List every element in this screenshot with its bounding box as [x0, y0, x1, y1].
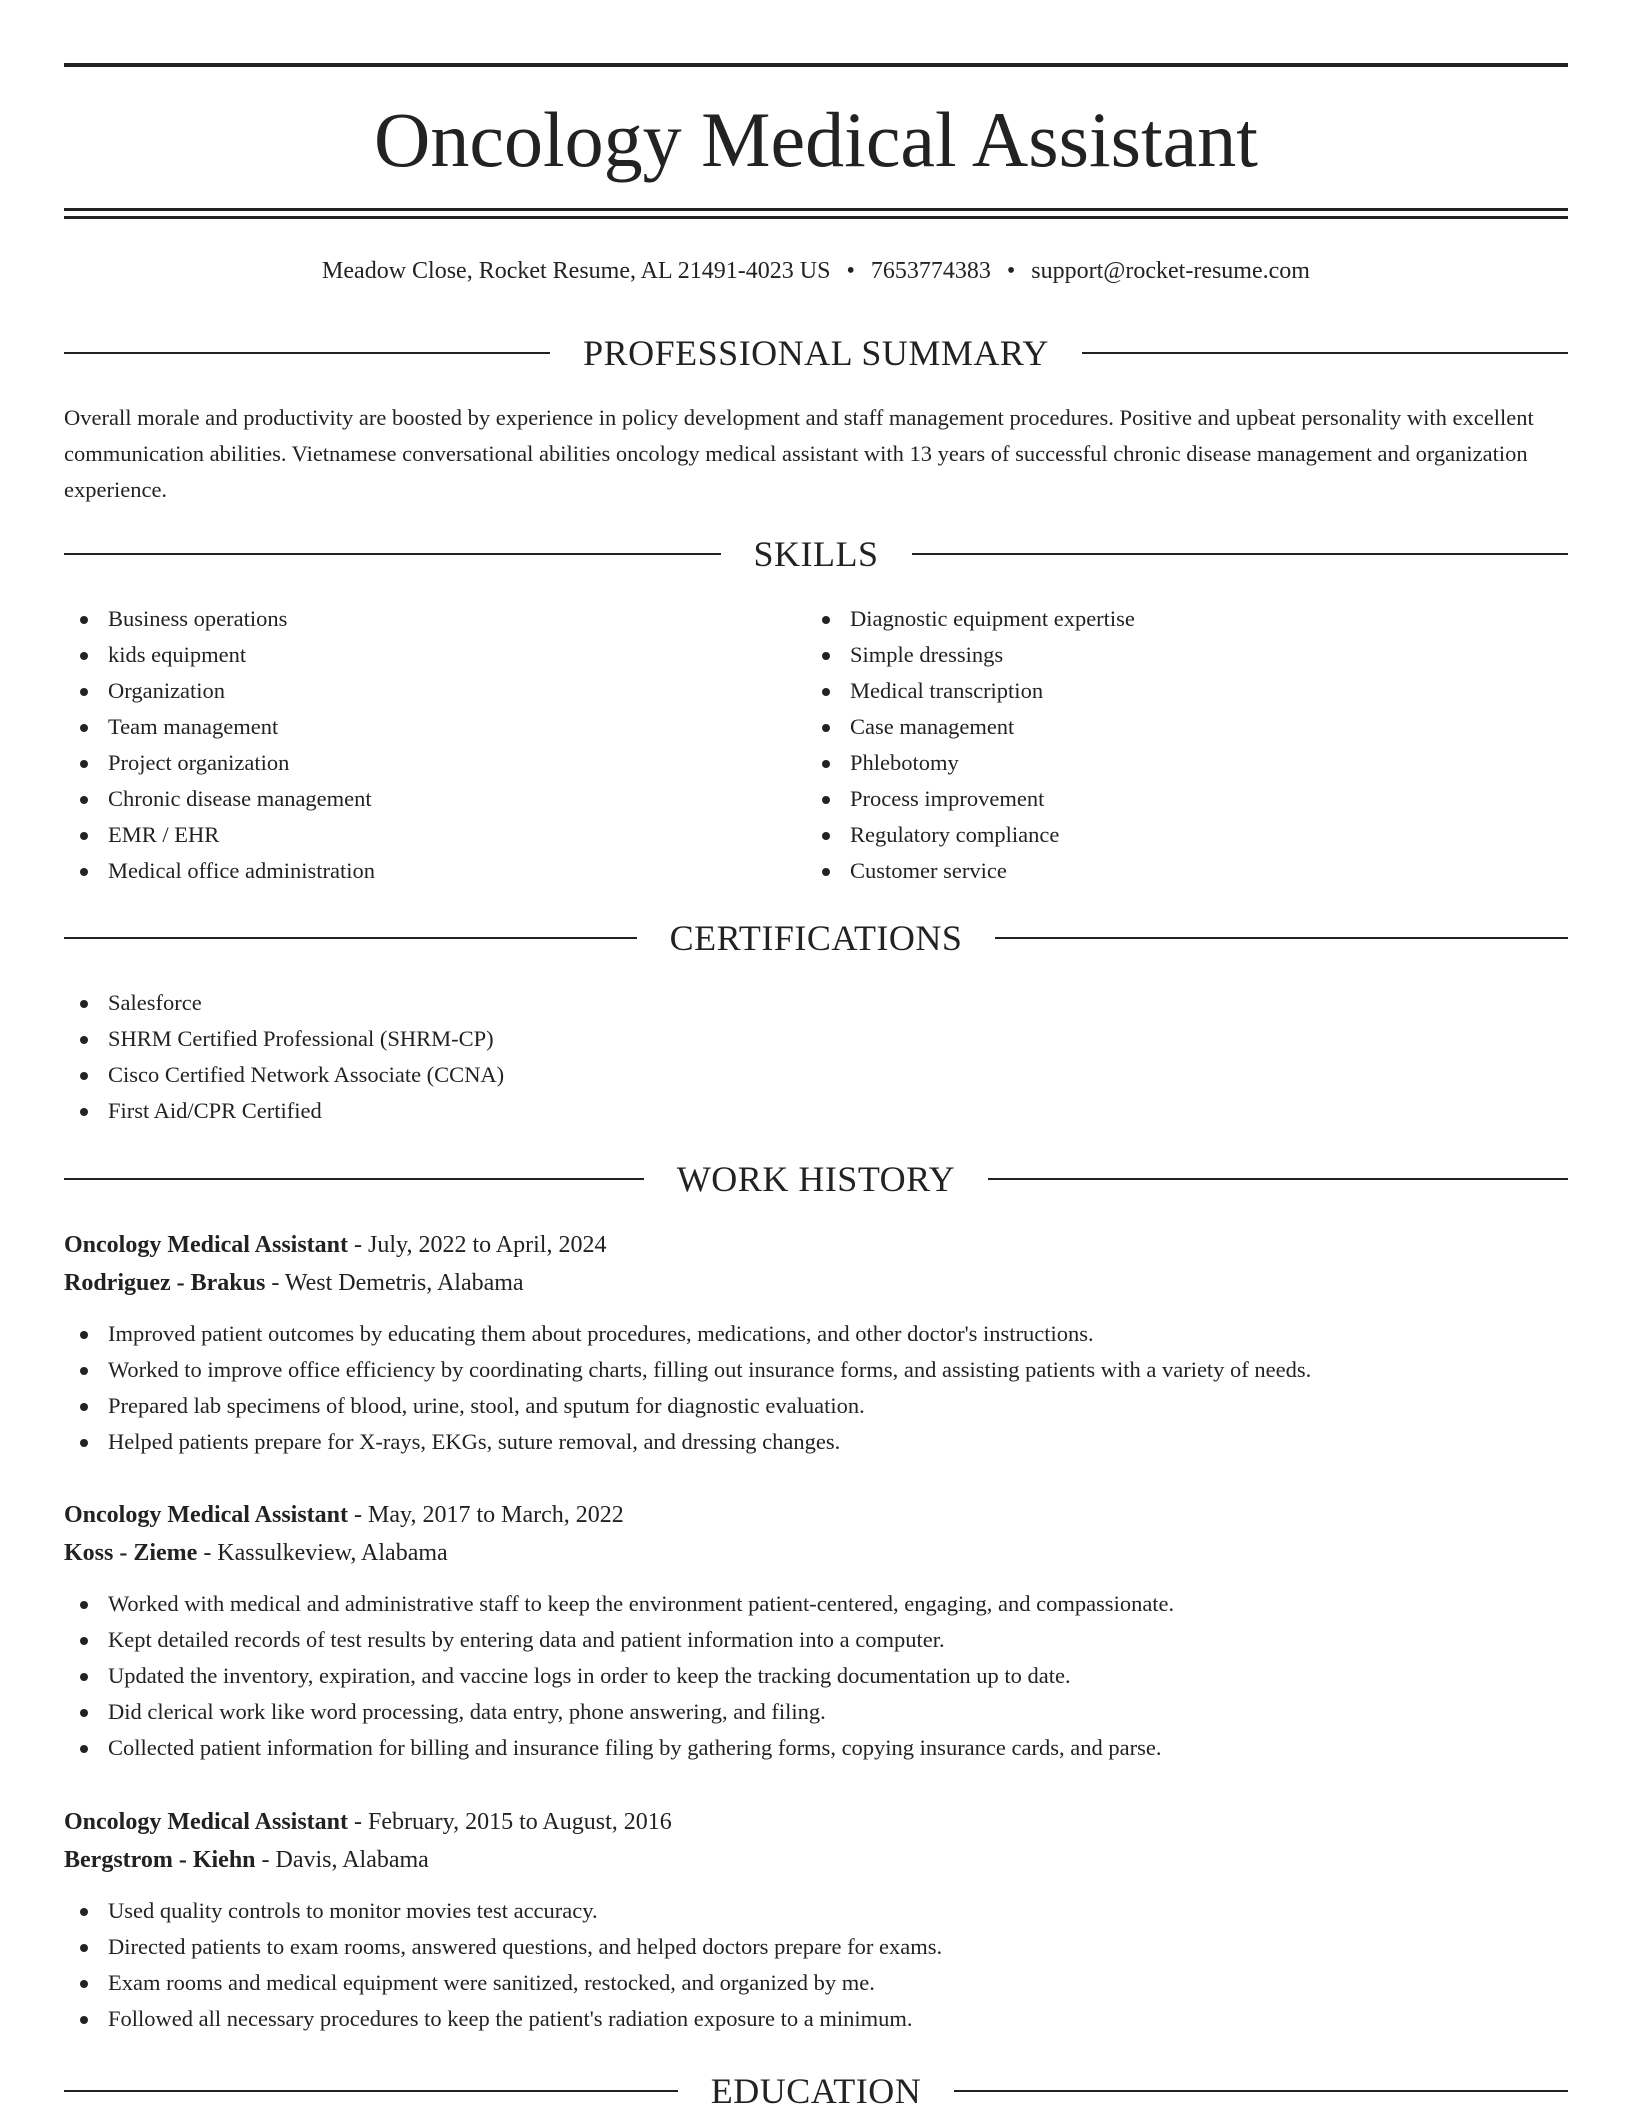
- skill-item: Process improvement: [806, 781, 1546, 817]
- job-dates: - February, 2015 to August, 2016: [348, 1809, 672, 1835]
- job-bullet: Kept detailed records of test results by entering data and patient information into a computer.: [64, 1622, 1568, 1658]
- job-bullet-list: [64, 1586, 1568, 1766]
- job-org-line: [64, 1841, 1568, 1879]
- section-rule-right: [912, 553, 1569, 555]
- skills-list-left: [64, 601, 784, 889]
- skill-item: Organization: [64, 673, 784, 709]
- section-rule-right: [995, 937, 1568, 939]
- job-bullet: Improved patient outcomes by educating them about procedures, medications, and other doctor's instructions.: [64, 1316, 1568, 1352]
- job-company: Bergstrom - Kiehn: [64, 1847, 256, 1873]
- section-title: CERTIFICATIONS: [669, 918, 963, 958]
- contact-separator: •: [846, 258, 855, 284]
- contact-address: Meadow Close, Rocket Resume, AL 21491-4023 US: [322, 258, 831, 284]
- job-role-line: [64, 1803, 1568, 1841]
- skill-item: Customer service: [806, 853, 1546, 889]
- job-bullet: Exam rooms and medical equipment were sanitized, restocked, and organized by me.: [64, 1965, 1568, 2001]
- skill-item: Diagnostic equipment expertise: [806, 601, 1546, 637]
- skill-item: Medical transcription: [806, 673, 1546, 709]
- job-role-line: [64, 1226, 1568, 1264]
- job-bullet-list: [64, 1893, 1568, 2037]
- skill-item: Medical office administration: [64, 853, 784, 889]
- section-rule-left: [64, 553, 721, 555]
- job-entry: [64, 1226, 1568, 1460]
- section-rule-left: [64, 937, 637, 939]
- job-role-line: [64, 1496, 1568, 1534]
- section-heading-certifications: [64, 913, 1568, 963]
- certifications-list: [64, 985, 1568, 1129]
- skill-item: Regulatory compliance: [806, 817, 1546, 853]
- job-location: - Davis, Alabama: [255, 1847, 429, 1873]
- section-rule-left: [64, 352, 550, 354]
- section-title: WORK HISTORY: [676, 1159, 956, 1199]
- summary-paragraph: Overall morale and productivity are boosted by experience in policy development and staff management procedures. Positive and upbeat personality with excellent communication abilities. Vietnamese conversational abilities oncology medical assistant with 13 years of successful chronic disease management and organization experience.: [64, 405, 1534, 502]
- job-dates: - July, 2022 to April, 2024: [348, 1232, 607, 1258]
- job-bullet: Helped patients prepare for X-rays, EKGs, suture removal, and dressing changes.: [64, 1424, 1568, 1460]
- certification-item: SHRM Certified Professional (SHRM-CP): [64, 1021, 1568, 1057]
- job-bullet: Did clerical work like word processing, data entry, phone answering, and filing.: [64, 1694, 1568, 1730]
- skill-item: EMR / EHR: [64, 817, 784, 853]
- header-top-rule: [64, 63, 1568, 67]
- header-double-rule-upper: [64, 208, 1568, 211]
- section-heading-skills: [64, 529, 1568, 579]
- section-rule-left: [64, 1178, 644, 1180]
- skill-item: Project organization: [64, 745, 784, 781]
- job-entry: [64, 1803, 1568, 2037]
- job-bullet: Collected patient information for billing and insurance filing by gathering forms, copying insurance cards, and parse.: [64, 1730, 1568, 1766]
- section-rule-right: [988, 1178, 1568, 1180]
- skill-item: Business operations: [64, 601, 784, 637]
- section-heading-education: [64, 2066, 1568, 2116]
- job-bullet: Followed all necessary procedures to keep the patient's radiation exposure to a minimum.: [64, 2001, 1568, 2037]
- section-title: PROFESSIONAL SUMMARY: [583, 333, 1049, 373]
- job-bullet: Worked to improve office efficiency by coordinating charts, filling out insurance forms, and assisting patients with a variety of needs.: [64, 1352, 1568, 1388]
- contact-email: support@rocket-resume.com: [1031, 258, 1310, 284]
- certification-item: Cisco Certified Network Associate (CCNA): [64, 1057, 1568, 1093]
- section-rule-left: [64, 2090, 678, 2092]
- job-bullet-list: [64, 1316, 1568, 1460]
- job-entry: [64, 1496, 1568, 1766]
- job-bullet: Updated the inventory, expiration, and vaccine logs in order to keep the tracking documentation up to date.: [64, 1658, 1568, 1694]
- job-org-line: [64, 1264, 1568, 1302]
- job-title: Oncology Medical Assistant: [64, 1232, 349, 1258]
- contact-line: [64, 254, 1568, 288]
- skill-item: Team management: [64, 709, 784, 745]
- section-heading-summary: [64, 328, 1568, 378]
- header-double-rule-lower: [64, 216, 1568, 219]
- skills-list-right: [806, 601, 1546, 889]
- contact-separator: •: [1006, 258, 1016, 284]
- resume-name: Oncology Medical Assistant: [374, 96, 1258, 183]
- certification-item: First Aid/CPR Certified: [64, 1093, 1568, 1129]
- job-company: Rodriguez - Brakus: [64, 1270, 266, 1296]
- job-dates: - May, 2017 to March, 2022: [348, 1502, 624, 1528]
- job-bullet: Worked with medical and administrative staff to keep the environment patient-centered, engaging, and compassionate.: [64, 1586, 1568, 1622]
- section-rule-right: [1082, 352, 1568, 354]
- job-bullet: Prepared lab specimens of blood, urine, stool, and sputum for diagnostic evaluation.: [64, 1388, 1568, 1424]
- skill-item: Phlebotomy: [806, 745, 1546, 781]
- job-location: - West Demetris, Alabama: [265, 1270, 524, 1296]
- job-company: Koss - Zieme: [64, 1540, 198, 1566]
- job-location: - Kassulkeview, Alabama: [197, 1540, 448, 1566]
- skill-item: Chronic disease management: [64, 781, 784, 817]
- contact-phone: 7653774383: [870, 258, 991, 284]
- section-rule-right: [954, 2090, 1568, 2092]
- certification-item: Salesforce: [64, 985, 1568, 1021]
- job-org-line: [64, 1534, 1568, 1572]
- skill-item: kids equipment: [64, 637, 784, 673]
- job-title: Oncology Medical Assistant: [64, 1502, 349, 1528]
- section-title: EDUCATION: [710, 2071, 922, 2111]
- skill-item: Simple dressings: [806, 637, 1546, 673]
- job-bullet: Directed patients to exam rooms, answered questions, and helped doctors prepare for exams.: [64, 1929, 1568, 1965]
- skill-item: Case management: [806, 709, 1546, 745]
- job-title: Oncology Medical Assistant: [64, 1809, 349, 1835]
- job-bullet: Used quality controls to monitor movies test accuracy.: [64, 1893, 1568, 1929]
- section-heading-work-history: [64, 1154, 1568, 1204]
- section-title: SKILLS: [753, 534, 879, 574]
